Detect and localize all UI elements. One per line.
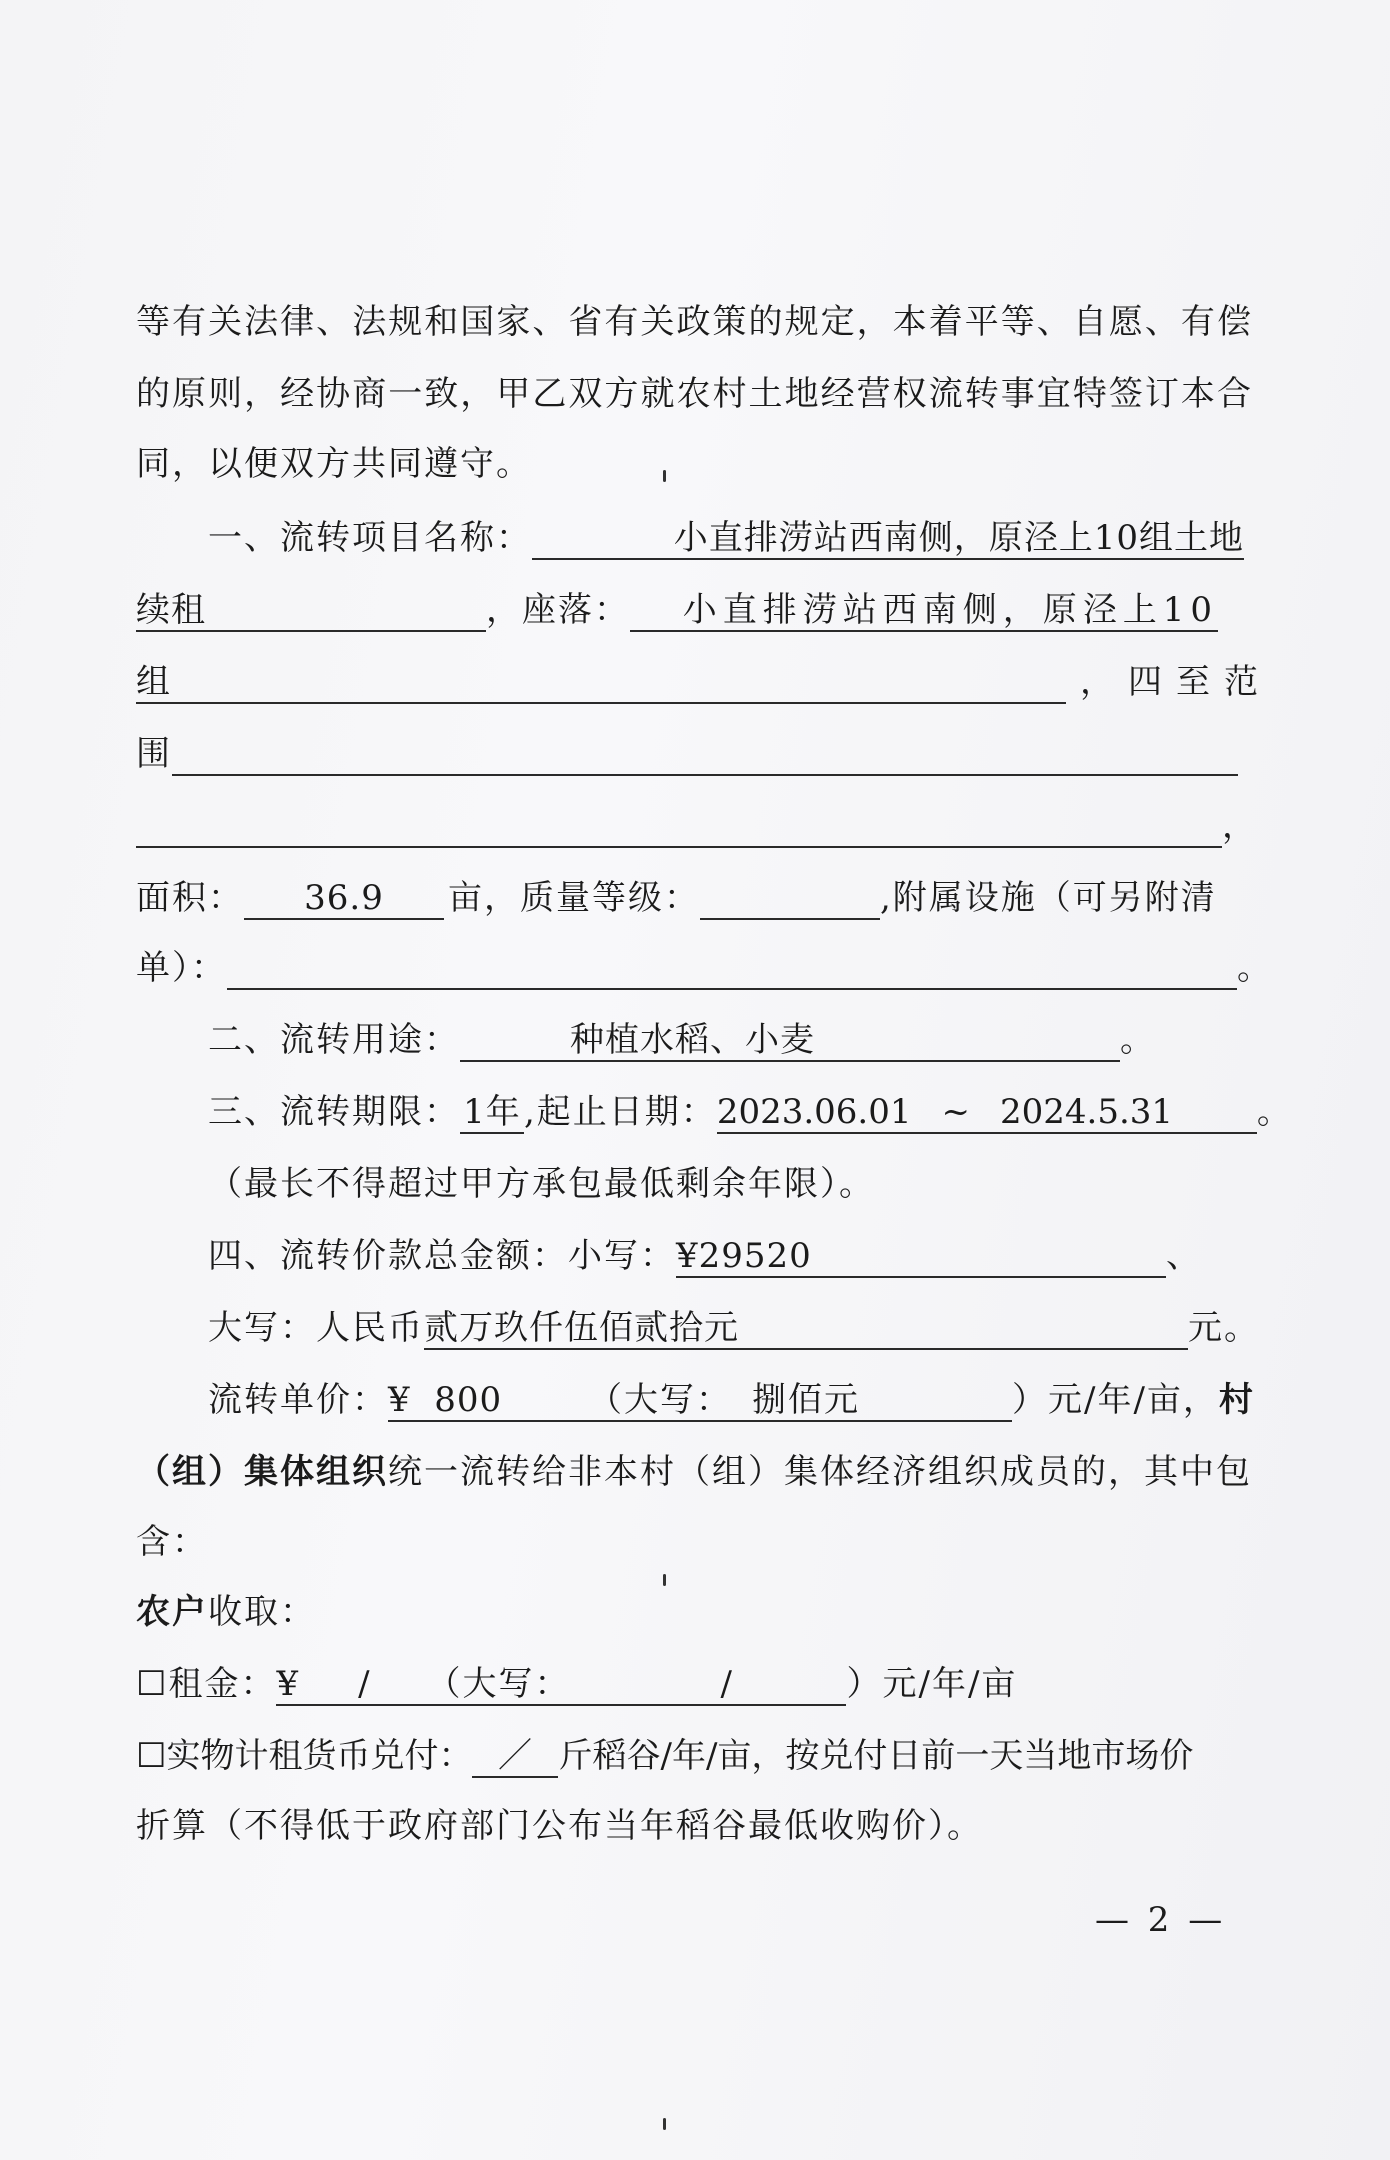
- speck-mark: [663, 1574, 666, 1586]
- quality-grade-fill: [700, 878, 880, 920]
- rent-value: ¥ /: [276, 1664, 426, 1706]
- unit-price-line: [208, 1376, 1255, 1424]
- page-number: — 2 —: [1095, 1900, 1227, 1940]
- inkind-rest: 斤稻谷/年/亩，按兑付日前一天当地市场价: [558, 1736, 1194, 1776]
- location-label: ，座落：: [486, 590, 630, 630]
- usage-period: 。: [1120, 1020, 1156, 1060]
- item4-small-line: [208, 1232, 1251, 1280]
- boundary-fill-2: [136, 806, 1222, 848]
- price-total-yuan: 元。: [1188, 1308, 1260, 1348]
- boundary-label-b: 围: [136, 734, 172, 774]
- rent-label: 租金：: [168, 1664, 277, 1704]
- project-name-label: 一、流转项目名称：: [208, 518, 532, 558]
- project-name-value-b: 续租: [136, 590, 486, 632]
- item1-name-line: [208, 514, 1251, 562]
- boundary-label-a: ，四至范: [1080, 662, 1272, 702]
- facility-label: ,附属设施（可另附清: [880, 878, 1217, 918]
- inkind-line: [136, 1732, 1251, 1780]
- inkind-line2: 折算（不得低于政府部门公布当年稻谷最低收购价）。: [136, 1806, 983, 1846]
- item1-location-line: [136, 586, 1251, 634]
- para1-line2: 的 原 则 ， 经 协 商 一 致 ， 甲 乙 双 方 就 农 村 土 地 经 营 权 流 转 事 宜 特 签 订 本 合: [136, 374, 1251, 414]
- para1-line3: 同，以便双方共同遵守。: [136, 444, 532, 484]
- rent-checkbox[interactable]: ☐: [136, 1664, 169, 1704]
- area-label: 面积：: [136, 878, 244, 918]
- project-name-value-a: 小直排涝站西南侧，原泾上10组土地: [532, 518, 1244, 560]
- area-value: 36.9: [244, 878, 444, 920]
- unit-price-big: （大写： 捌佰元: [588, 1380, 1012, 1422]
- item2-line: [208, 1016, 1251, 1064]
- item1-facility-line: [136, 944, 1273, 992]
- item1-boundary-line2: [136, 802, 1258, 850]
- inkind-value: ／: [472, 1736, 558, 1778]
- inkind-checkbox[interactable]: ☐: [136, 1736, 167, 1776]
- facility-period: 。: [1237, 948, 1273, 988]
- usage-label: 二、流转用途：: [208, 1020, 460, 1060]
- inkind-start: [136, 1732, 1193, 1780]
- para1-line1: 等 有 关 法 律 、 法 规 和 国 家 、 省 有 关 政 策 的 规 定 ， 本 着 平 等 、 自 愿 、 有 偿: [136, 302, 1251, 342]
- item1-boundary-line: [136, 730, 1251, 778]
- location-value-b: 组: [136, 662, 1066, 704]
- speck-mark: [663, 470, 666, 482]
- term-label: 三、流转期限：: [208, 1092, 460, 1132]
- boundary-fill-1: [172, 734, 1238, 776]
- facility-label-b: 单）：: [136, 948, 227, 988]
- facility-fill: [227, 948, 1237, 990]
- price-total-big-label: 大写：人民币: [208, 1308, 424, 1348]
- item3-line: [208, 1088, 1293, 1136]
- farmer-bold: 农户: [136, 1592, 208, 1632]
- price-total-label: 四、流转价款总金额：小写：: [208, 1236, 676, 1276]
- group-rest-b: 含：: [136, 1522, 208, 1562]
- item1-area-line: [136, 874, 1251, 922]
- price-total-big: 贰万玖仟伍佰贰拾元: [424, 1308, 1188, 1350]
- unit-price-close: ）元/年/亩，: [1012, 1380, 1219, 1420]
- boundary-comma: ，: [1222, 806, 1258, 846]
- group-line: [136, 1448, 1251, 1496]
- term-years: 1年: [460, 1092, 524, 1134]
- unit-price-value: ¥ 800: [388, 1380, 588, 1422]
- price-total-pause: 、: [1166, 1236, 1202, 1276]
- term-note: （最长不得超过甲方承包最低剩余年限）。: [208, 1164, 875, 1204]
- item4-big-line: [208, 1304, 1260, 1352]
- group-rest-a: 统一流转给非本村（组）集体经济组织成员的，其中包: [388, 1452, 1252, 1492]
- farmer-rest: 收取：: [208, 1592, 316, 1632]
- location-value-a: 小直排涝站西南侧，原泾上10: [630, 590, 1218, 632]
- farmer-line: [136, 1588, 1251, 1636]
- unit-price-label: 流转单价：: [208, 1380, 388, 1420]
- price-total-small: ¥29520: [676, 1236, 1166, 1278]
- dates-label: ,起止日期：: [524, 1092, 717, 1132]
- area-unit: 亩，质量等级：: [448, 878, 700, 918]
- village-bold: 村: [1218, 1380, 1255, 1420]
- rent-close: ）元/年/亩: [846, 1664, 1018, 1704]
- speck-mark: [663, 2118, 666, 2130]
- group-bold: （组）集体组织: [136, 1452, 388, 1492]
- term-period: 。: [1256, 1092, 1293, 1132]
- rent-big: （大写： /: [426, 1664, 846, 1706]
- date-range: 2023.06.01 ~ 2024.5.31: [717, 1092, 1257, 1134]
- inkind-label: 实物计租货币兑付：: [166, 1736, 473, 1776]
- rent-line: [136, 1660, 1251, 1708]
- usage-value: 种植水稻、小麦: [460, 1020, 1120, 1062]
- item1-location-line2: [136, 658, 1272, 706]
